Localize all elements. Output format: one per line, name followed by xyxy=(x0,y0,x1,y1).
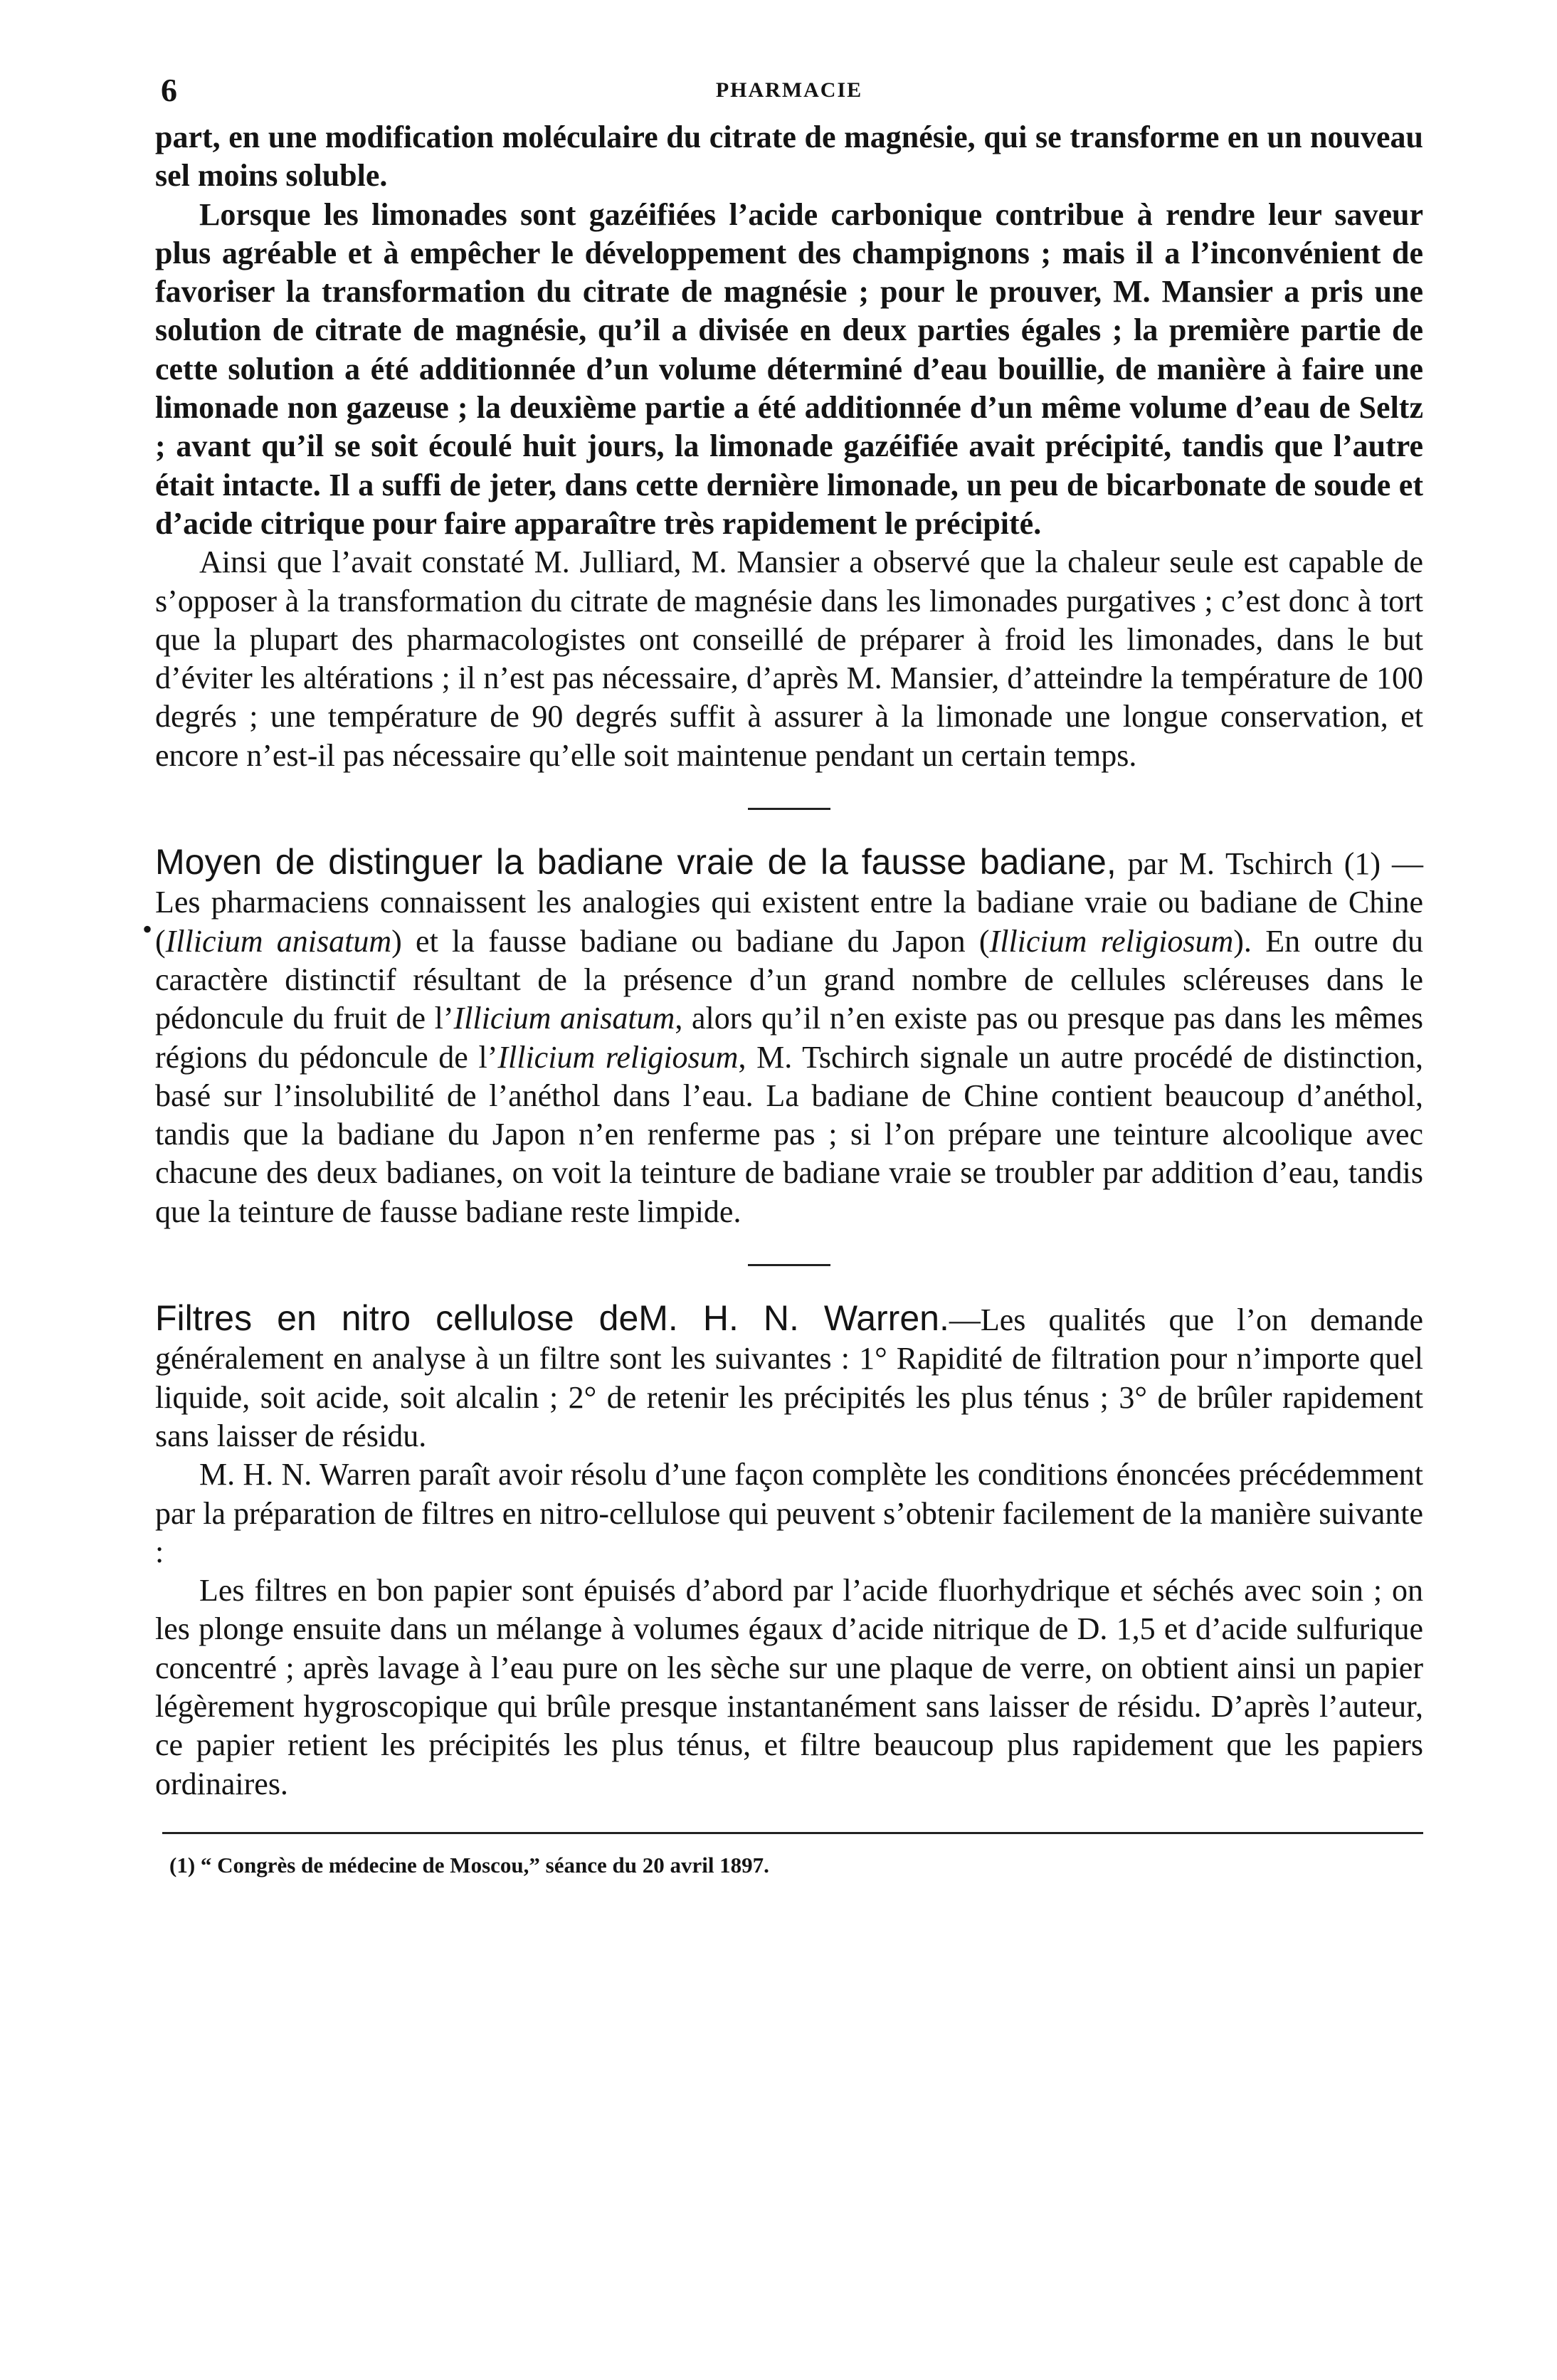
body-text: , M. Tschirch signale un autre procédé de distinction, basé sur l’insolubilité de l’anéthol dans l’eau. La badiane de Chine contient beaucoup d’anéthol, tandis que la badiane du Japon n’en renferme pas ; si l’on prépare une teinture alcoolique avec chacune des deux badianes, on voit la teinture de badiane vraie se troubler par addition d’eau, tandis que la teinture de fausse badiane reste limpide. xyxy=(155,1039,1423,1229)
body-text: ). En outre du caractère distinctif résultant de la présence d’un grand nombre de cellules scléreuses dans le pédoncule du fruit de l’ xyxy=(155,923,1424,1036)
section-citrate-magnesie xyxy=(155,118,1423,775)
species-name: Illicium anisatum xyxy=(165,923,392,959)
paragraph-continuation: part, en une modification moléculaire du citrate de magnésie, qui se transforme en un nouveau sel moins soluble. xyxy=(155,120,1423,194)
body-text: Les pharmaciens connaissent les analogies qui existent entre la badiane vraie ou badiane de Chine ( xyxy=(155,885,1423,959)
author-name: M. Tschirch (1) — xyxy=(1178,846,1424,882)
page-number: 6 xyxy=(161,72,177,108)
paragraph-badiane xyxy=(155,843,1423,1231)
body-text: ) et la fausse badiane ou badiane du Japon ( xyxy=(391,923,990,959)
footnote: (1) “ Congrès de médecine de Moscou,” séance du 20 avril 1897. xyxy=(169,1852,769,1878)
paragraph-filtres xyxy=(155,1299,1423,1455)
paragraph-preparation: Les filtres en bon papier sont épuisés d’abord par l’acide fluorhydrique et séchés avec soin ; on les plonge ensuite dans un mélange à volumes égaux d’acide nitrique de D. 1,5 et d’acide sulfurique concentré ; après lavage à l’eau pure on les sèche sur une plaque de verre, on obtient ainsi un papier légèrement hygroscopique qui brûle presque instantanément sans laisser de résidu. D’après l’auteur, ce papier retient les précipités les plus ténus, et filtre beaucoup plus rapidement que les papiers ordinaires. xyxy=(155,1573,1423,1801)
paragraph-warren: M. H. N. Warren paraît avoir résolu d’une façon complète les conditions énoncées précédemment par la préparation de filtres en nitro-cellulose qui peuvent s’obtenir facilement de la manière suivante : xyxy=(155,1457,1423,1569)
margin-bullet: • xyxy=(142,913,153,945)
body-text: —Les qualités que l’on demande généralement en analyse à un filtre sont les suivantes : 1° Rapidité de filtration pour n’importe quel liquide, soit acide, soit alcalin ; 2° de retenir les précipités les plus ténus ; 3° de brûler rapidement sans laisser de résidu. xyxy=(155,1302,1423,1453)
paragraph-chaleur: Ainsi que l’avait constaté M. Julliard, M. Mansier a observé que la chaleur seule est capable de s’opposer à la transformation du citrate de magnésie dans les limonades purgatives ; c’est donc à tort que la plupart des pharmacologistes ont conseillé de préparer à froid les limonades, dans le but d’éviter les altérations ; il n’est pas nécessaire, d’après M. Mansier, d’atteindre la température de 100 degrés ; une température de 90 degrés suffit à assurer à la limonade une longue conservation, et encore n’est-il pas nécessaire qu’elle soit maintenue pendant un certain temps. xyxy=(155,544,1423,773)
paragraph-limonades-gazeifiees: Lorsque les limonades sont gazéifiées l’acide carbonique contribue à rendre leur saveur plus agréable et à empêcher le développement des champignons ; mais il a l’inconvénient de favoriser la transformation du citrate de magnésie ; pour le prouver, M. Mansier a pris une solution de citrate de magnésie, qu’il a divisée en deux parties égales ; la première partie de cette solution a été additionnée d’un volume déterminé d’eau bouillie, de manière à faire une limonade non gazeuse ; la deuxième partie a été additionnée d’un même volume d’eau de Seltz ; avant qu’il se soit écoulé huit jours, la limonade gazéifiée avait précipité, tandis que l’autre était intacte. Il a suffi de jeter, dans cette dernière limonade, un peu de bicarbonate de soude et d’acide citrique pour faire apparaître très rapidement le précipité. xyxy=(155,196,1423,541)
running-title: PHARMACIE xyxy=(715,78,863,102)
document-page xyxy=(155,71,1423,1880)
footnote-rule xyxy=(162,1832,1423,1834)
section-filtres xyxy=(155,1299,1423,1804)
running-head xyxy=(155,71,1423,114)
species-name: Illicium religiosum xyxy=(497,1039,739,1075)
heading-suffix: par xyxy=(1116,846,1168,882)
section-badiane xyxy=(155,843,1423,1231)
section-separator xyxy=(748,808,830,810)
section-heading-filtres: Filtres en nitro cellulose deM. H. N. Warren. xyxy=(155,1298,949,1339)
body-text: , alors qu’il n’en existe pas ou presque pas dans les mêmes régions du pédoncule de l’ xyxy=(155,1001,1424,1075)
section-heading-badiane: Moyen de distinguer la badiane vraie de la fausse badiane, xyxy=(155,842,1117,883)
section-separator xyxy=(748,1264,830,1266)
species-name: Illicium religiosum xyxy=(989,923,1234,959)
species-name: Illicium anisatum xyxy=(453,1001,675,1036)
